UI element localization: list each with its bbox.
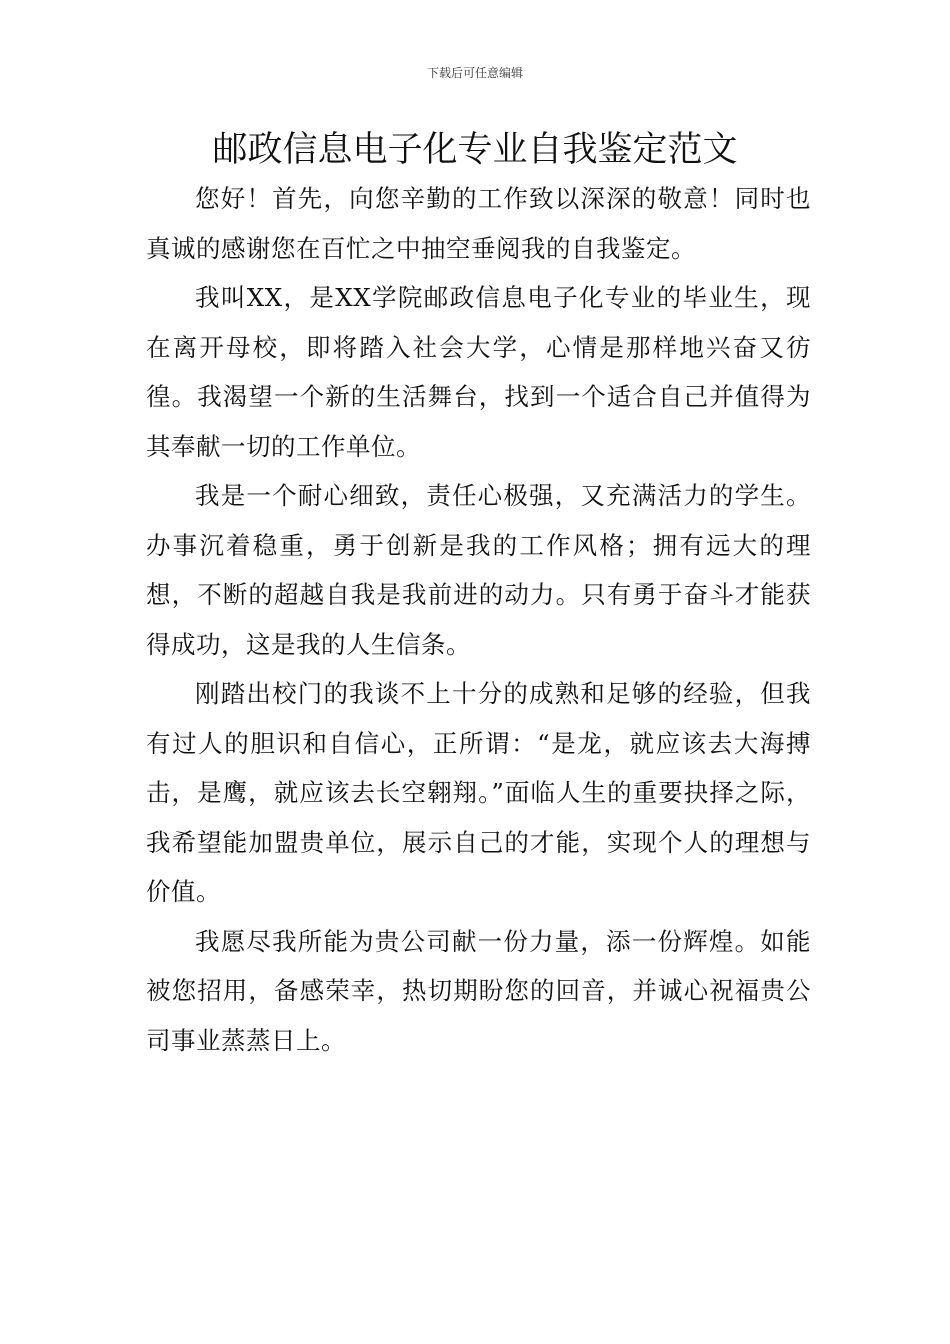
paragraph-ambition: 刚踏出校门的我谈不上十分的成熟和足够的经验，但我有过人的胆识和自信心，正所谓：“是龙，就应该去大海搏击，是鹰，就应该去长空翱翔。”面临人生的重要抉择之际，我希望能加盟贵单位，展示自己的才能，实现个人的理想与价值。: [146, 679, 811, 906]
paragraph-introduction: 我叫XX，是XX学院邮政信息电子化专业的毕业生，现在离开母校，即将踏入社会大学，心情是那样地兴奋又彷徨。我渴望一个新的生活舞台，找到一个适合自己并值得为其奉献一切的工作单位。: [146, 283, 811, 461]
paragraph-greeting: 您好！首先，向您辛勤的工作致以深深的敬意！同时也真诚的感谢您在百忙之中抽空垂阅我的自我鉴定。: [146, 184, 811, 263]
document-title: 邮政信息电子化专业自我鉴定范文: [212, 130, 738, 170]
paragraph-closing: 我愿尽我所能为贵公司献一份力量，添一份辉煌。如能被您招用，备感荣幸，热切期盼您的回音，并诚心祝福贵公司事业蒸蒸日上。: [146, 926, 811, 1055]
page-header-note: 下载后可任意编辑: [426, 66, 523, 80]
document-body: [146, 174, 811, 1065]
paragraph-character: 我是一个耐心细致，责任心极强，又充满活力的学生。办事沉着稳重，勇于创新是我的工作风格；拥有远大的理想，不断的超越自我是我前进的动力。只有勇于奋斗才能获得成功，这是我的人生信条。: [146, 481, 811, 659]
